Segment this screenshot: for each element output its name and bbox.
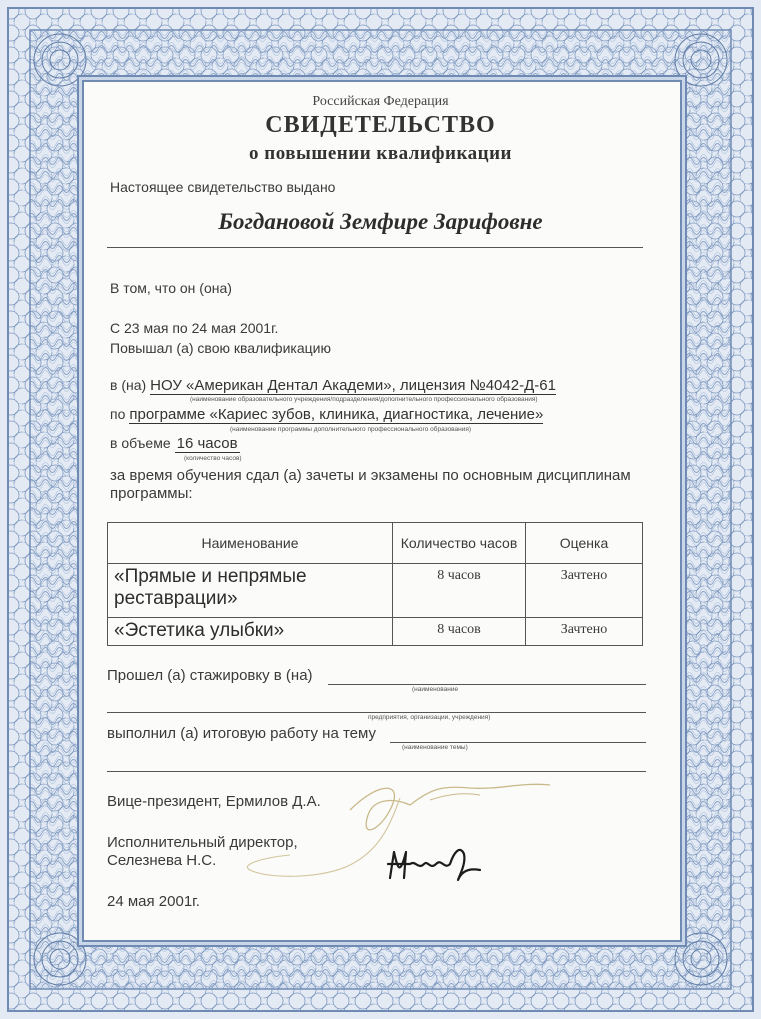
exams-text-1: за время обучения сдал (а) зачеты и экзамены по основным дисциплинам [110,467,631,484]
improved-text: Повышал (а) свою квалификацию [110,340,331,356]
row-grade: Зачтено [526,564,643,618]
row-hours: 8 часов [393,618,526,646]
row-hours: 8 часов [393,564,526,618]
header-name: Наименование [108,523,393,564]
final-work-label: выполнил (а) итоговую работу на тему [107,725,376,742]
institution-note: (наименование образовательного учреждения/подразделения/дополнительного профессионального образования) [190,396,538,403]
internship-note-2: предприятия, организации, учреждения) [368,714,491,721]
row-grade: Зачтено [526,618,643,646]
issue-date: 24 мая 2001г. [107,893,200,910]
program-value: программе «Кариес зубов, клиника, диагностика, лечение» [129,406,544,423]
final-work-line-1 [390,742,646,743]
row-subject: «Эстетика улыбки» [108,618,393,646]
volume-value: 16 часов [176,435,238,452]
row-subject: «Прямые и непрямые реставрации» [108,564,393,618]
institution-line [110,377,556,395]
volume-line [110,435,240,453]
volume-prefix: в объеме [110,435,171,451]
header-grade: Оценка [526,523,643,564]
header-hours: Количество часов [393,523,526,564]
vp-signature-label: Вице-президент, Ермилов Д.А. [107,793,321,810]
institution-value: НОУ «Американ Дентал Академи», лицензия №4042-Д-61 [150,377,556,394]
table-header-row [108,523,643,564]
program-prefix: по [110,406,126,422]
volume-note: (количество часов) [184,455,242,462]
internship-note-1: (наименование [412,686,459,693]
exams-text-2: программы: [110,485,193,502]
internship-line-2 [107,712,646,713]
name-underline [107,247,643,248]
certificate-subtitle: о повышении квалификации [249,143,512,164]
program-note: (наименование программы дополнительного профессионального образования) [230,426,472,433]
in-that-text: В том, что он (она) [110,280,232,296]
director-signature-mark [380,840,510,890]
certificate-title: СВИДЕТЕЛЬСТВО [265,112,496,138]
country-label: Российская Федерация [312,94,449,109]
table-row [108,564,643,618]
disciplines-table [107,522,643,646]
recipient-name: Богдановой Земфире Зарифовне [218,209,543,234]
director-title: Исполнительный директор, [107,834,298,851]
table-row [108,618,643,646]
internship-label: Прошел (а) стажировку в (на) [107,667,313,684]
final-work-note: (наименование темы) [402,744,468,751]
dates-text: С 23 мая по 24 мая 2001г. [110,320,279,336]
issued-to-label: Настоящее свидетельство выдано [110,179,336,195]
internship-line-1 [328,684,646,685]
program-line [110,406,543,424]
institution-prefix: в (на) [110,377,147,393]
director-name: Селезнева Н.С. [107,852,217,869]
